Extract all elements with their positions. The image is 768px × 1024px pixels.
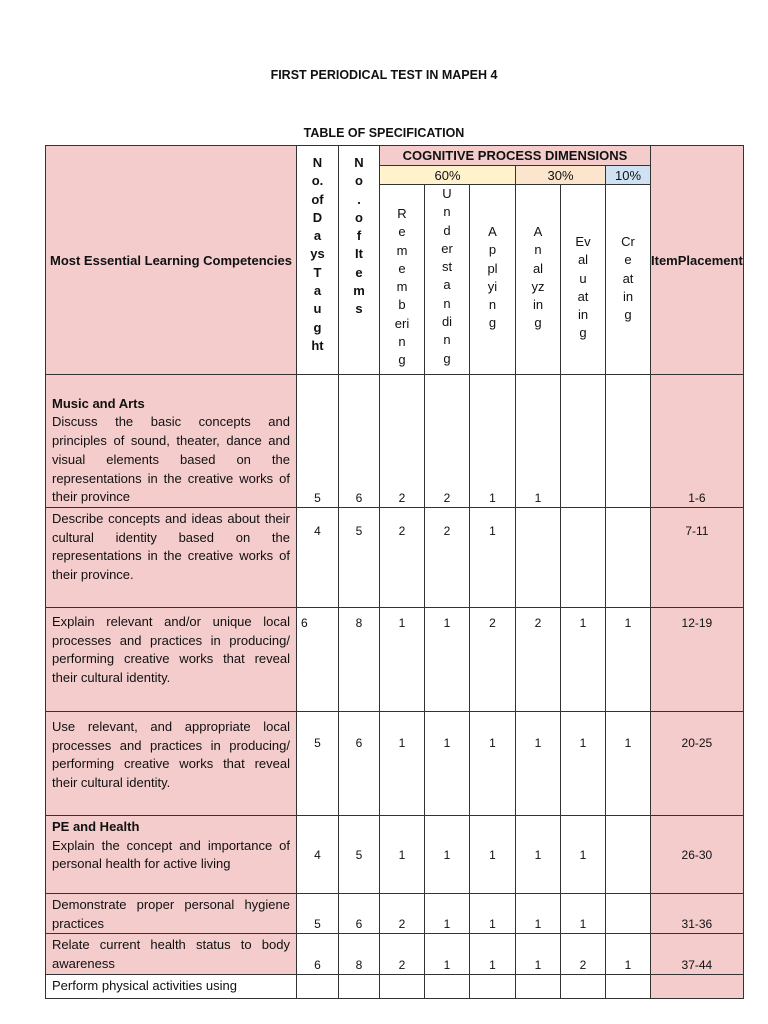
competency-cell xyxy=(46,608,297,712)
header-text-fragment: ys xyxy=(310,246,325,262)
creating-cell xyxy=(606,508,651,608)
understanding-cell: 2 xyxy=(425,508,470,608)
header-text-fragment: p xyxy=(488,242,497,258)
header-analyzing xyxy=(516,185,561,375)
header-text-fragment: in xyxy=(577,307,589,323)
header-text-fragment: Ev xyxy=(575,234,591,249)
items-cell: 5 xyxy=(339,816,380,894)
analyzing-cell: 1 xyxy=(516,816,561,894)
competency-cell xyxy=(46,894,297,934)
placement-cell: 26-30 xyxy=(651,816,744,894)
header-text-fragment: at xyxy=(622,270,634,286)
evaluating-cell xyxy=(561,375,606,508)
understanding-cell: 2 xyxy=(425,375,470,508)
competency-text: Use relevant, and appropriate local processes and practices in producing/ performing creative works that reveal their cultural identity. xyxy=(52,719,290,791)
days-cell: 6 xyxy=(297,608,339,712)
header-creating xyxy=(606,185,651,375)
header-text-fragment: a xyxy=(313,228,322,244)
days-cell: 5 xyxy=(297,712,339,816)
creating-cell xyxy=(606,894,651,934)
table-row xyxy=(46,712,744,816)
days-cell xyxy=(297,974,339,998)
understanding-cell: 1 xyxy=(425,608,470,712)
header-understanding xyxy=(425,185,470,375)
items-cell: 6 xyxy=(339,712,380,816)
header-number-of-items xyxy=(339,146,380,375)
header-text-fragment: in xyxy=(532,297,544,313)
evaluating-cell: 1 xyxy=(561,712,606,816)
days-cell: 5 xyxy=(297,894,339,934)
competency-cell xyxy=(46,934,297,974)
header-text-fragment: u xyxy=(579,270,587,286)
header-text-fragment: st xyxy=(441,259,453,275)
header-text-fragment: . xyxy=(357,191,361,207)
competency-text: Describe concepts and ideas about their cultural identity based on the representations in the creative works of their province. xyxy=(52,511,290,583)
evaluating-cell: 1 xyxy=(561,894,606,934)
header-text-fragment: g xyxy=(488,315,497,331)
header-text-fragment: m xyxy=(396,279,408,295)
days-cell: 4 xyxy=(297,508,339,608)
header-text-fragment: di xyxy=(441,314,453,330)
competency-text: Explain relevant and/or unique local processes and practices in producing/ performing creative works that reveal their cultural identity. xyxy=(52,614,290,686)
evaluating-cell xyxy=(561,508,606,608)
header-text-fragment: e xyxy=(398,260,406,276)
header-text-fragment: e xyxy=(355,264,363,280)
header-cognitive-dimensions: COGNITIVE PROCESS DIMENSIONS xyxy=(380,146,651,166)
header-text-fragment: m xyxy=(396,242,408,258)
evaluating-cell xyxy=(561,974,606,998)
competency-cell xyxy=(46,816,297,894)
creating-cell: 1 xyxy=(606,712,651,816)
applying-cell: 1 xyxy=(470,816,516,894)
header-text-fragment: o. xyxy=(311,173,324,189)
competency-cell xyxy=(46,375,297,508)
header-remembering xyxy=(380,185,425,375)
header-text-fragment: e xyxy=(398,224,406,240)
items-cell: 8 xyxy=(339,934,380,974)
remembering-cell: 1 xyxy=(380,608,425,712)
remembering-cell: 2 xyxy=(380,934,425,974)
header-text-fragment: o xyxy=(355,209,363,225)
days-cell: 4 xyxy=(297,816,339,894)
header-text-fragment: yz xyxy=(531,278,545,294)
header-text-fragment: Item xyxy=(651,252,678,268)
header-days-taught xyxy=(297,146,339,375)
days-cell: 6 xyxy=(297,934,339,974)
header-text-fragment: n xyxy=(443,332,451,348)
analyzing-cell xyxy=(516,974,561,998)
header-pct-60: 60% xyxy=(380,166,516,185)
placement-cell xyxy=(651,974,744,998)
header-text-fragment: g xyxy=(398,352,406,368)
header-text-fragment: f xyxy=(356,228,362,244)
header-text-fragment: n xyxy=(443,295,451,311)
header-item-placement xyxy=(651,146,744,375)
placement-cell: 31-36 xyxy=(651,894,744,934)
items-cell: 6 xyxy=(339,894,380,934)
header-text-fragment: at xyxy=(577,288,589,304)
header-text-fragment: of xyxy=(311,191,324,207)
competency-text: Relate current health status to body awareness xyxy=(52,937,290,972)
header-text-fragment: in xyxy=(622,288,634,304)
header-text-fragment: a xyxy=(313,283,322,299)
analyzing-cell: 1 xyxy=(516,375,561,508)
header-text-fragment: yi xyxy=(487,278,498,294)
header-pct-10: 10% xyxy=(606,166,651,185)
specification-table xyxy=(45,145,744,999)
understanding-cell: 1 xyxy=(425,816,470,894)
placement-cell: 20-25 xyxy=(651,712,744,816)
competency-cell xyxy=(46,712,297,816)
header-text-fragment: n xyxy=(443,204,451,220)
header-text-fragment: A xyxy=(533,224,543,239)
analyzing-cell xyxy=(516,508,561,608)
table-row xyxy=(46,508,744,608)
header-text-fragment: u xyxy=(313,301,322,317)
competency-cell xyxy=(46,508,297,608)
evaluating-cell: 2 xyxy=(561,934,606,974)
competency-text: Perform physical activities using xyxy=(52,977,237,993)
placement-cell: 7-11 xyxy=(651,508,744,608)
header-text-fragment: d xyxy=(443,222,451,238)
applying-cell: 1 xyxy=(470,375,516,508)
table-row xyxy=(46,894,744,934)
applying-cell: 2 xyxy=(470,608,516,712)
header-text-fragment: A xyxy=(488,224,497,239)
header-text-fragment: m xyxy=(353,283,365,299)
header-text-fragment: n xyxy=(398,334,406,350)
header-pct-30: 30% xyxy=(516,166,606,185)
items-cell: 8 xyxy=(339,608,380,712)
creating-cell: 1 xyxy=(606,608,651,712)
header-text-fragment: eri xyxy=(394,315,410,331)
header-text-fragment: n xyxy=(488,297,497,313)
section-label: Music and Arts xyxy=(52,395,145,411)
header-text-fragment: Place xyxy=(677,252,712,268)
document-title: FIRST PERIODICAL TEST IN MAPEH 4 xyxy=(270,68,498,82)
header-text-fragment: g xyxy=(534,315,542,331)
placement-cell: 37-44 xyxy=(651,934,744,974)
header-applying xyxy=(470,185,516,375)
placement-cell: 1-6 xyxy=(651,375,744,508)
header-text-fragment: g xyxy=(624,307,632,323)
remembering-cell: 2 xyxy=(380,508,425,608)
header-text-fragment: er xyxy=(441,240,453,256)
understanding-cell xyxy=(425,974,470,998)
header-text-fragment: N xyxy=(312,155,323,170)
evaluating-cell: 1 xyxy=(561,608,606,712)
header-evaluating xyxy=(561,185,606,375)
applying-cell: 1 xyxy=(470,934,516,974)
table-row xyxy=(46,974,744,998)
items-cell: 5 xyxy=(339,508,380,608)
remembering-cell xyxy=(380,974,425,998)
header-text-fragment: b xyxy=(398,297,406,313)
placement-cell: 12-19 xyxy=(651,608,744,712)
header-text-fragment: s xyxy=(355,301,363,317)
header-text-fragment: N xyxy=(354,155,364,170)
header-text-fragment: It xyxy=(355,246,363,262)
header-text-fragment: pl xyxy=(487,260,498,276)
evaluating-cell: 1 xyxy=(561,816,606,894)
header-text-fragment: al xyxy=(577,252,589,268)
applying-cell: 1 xyxy=(470,508,516,608)
header-text-fragment: U xyxy=(442,186,452,201)
header-text-fragment: o xyxy=(355,173,363,189)
analyzing-cell: 1 xyxy=(516,712,561,816)
competency-text: Explain the concept and importance of personal health for active living xyxy=(52,837,290,872)
header-text-fragment: Cr xyxy=(621,234,635,249)
applying-cell: 1 xyxy=(470,712,516,816)
creating-cell xyxy=(606,375,651,508)
remembering-cell: 1 xyxy=(380,712,425,816)
header-text-fragment: g xyxy=(579,325,587,341)
header-text-fragment: n xyxy=(534,242,542,258)
table-row xyxy=(46,608,744,712)
header-text-fragment: g xyxy=(313,319,322,335)
header-text-fragment: e xyxy=(624,252,632,268)
applying-cell: 1 xyxy=(470,894,516,934)
remembering-cell: 2 xyxy=(380,375,425,508)
table-row xyxy=(46,375,744,508)
items-cell: 6 xyxy=(339,375,380,508)
header-text-fragment: R xyxy=(397,206,407,221)
header-text-fragment: g xyxy=(443,350,451,366)
header-text-fragment: ht xyxy=(311,337,324,353)
days-cell: 5 xyxy=(297,375,339,508)
header-text-fragment: ment xyxy=(711,252,743,268)
table-row xyxy=(46,816,744,894)
header-competencies: Most Essential Learning Competencies xyxy=(46,146,297,375)
section-label: PE and Health xyxy=(52,819,140,834)
items-cell xyxy=(339,974,380,998)
remembering-cell: 2 xyxy=(380,894,425,934)
competency-text: Discuss the basic concepts and principles of sound, theater, dance and visual elements based on the representations in the creative works of their province xyxy=(52,414,290,505)
competency-text: Demonstrate proper personal hygiene practices xyxy=(52,897,290,931)
header-text-fragment: D xyxy=(312,209,323,225)
creating-cell xyxy=(606,974,651,998)
remembering-cell: 1 xyxy=(380,816,425,894)
table-row xyxy=(46,934,744,974)
understanding-cell: 1 xyxy=(425,934,470,974)
understanding-cell: 1 xyxy=(425,894,470,934)
analyzing-cell: 1 xyxy=(516,894,561,934)
analyzing-cell: 1 xyxy=(516,934,561,974)
applying-cell xyxy=(470,974,516,998)
header-text-fragment: a xyxy=(443,277,451,293)
creating-cell xyxy=(606,816,651,894)
competency-cell xyxy=(46,974,297,998)
table-title: TABLE OF SPECIFICATION xyxy=(303,126,465,140)
header-text-fragment: T xyxy=(313,264,322,280)
understanding-cell: 1 xyxy=(425,712,470,816)
header-text-fragment: al xyxy=(532,260,544,276)
analyzing-cell: 2 xyxy=(516,608,561,712)
creating-cell: 1 xyxy=(606,934,651,974)
